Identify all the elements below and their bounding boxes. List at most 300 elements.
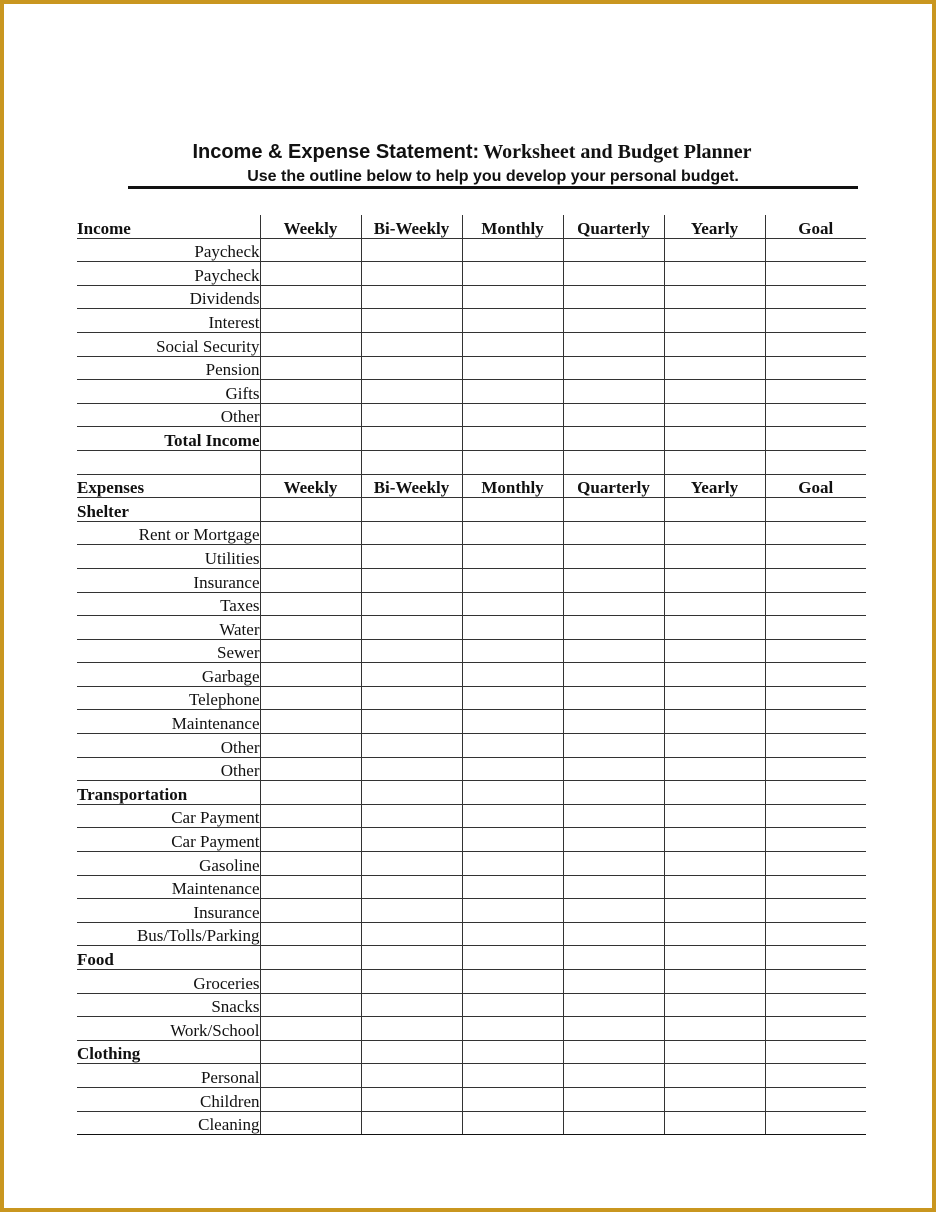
amount-cell[interactable] [260, 875, 361, 899]
amount-cell[interactable] [664, 922, 765, 946]
title-part-1: Income & Expense Statement: [192, 141, 480, 163]
amount-cell[interactable] [664, 1017, 765, 1041]
amount-cell[interactable] [563, 1040, 664, 1064]
table-row [77, 828, 866, 852]
amount-cell[interactable] [765, 285, 866, 309]
table-row [77, 875, 866, 899]
amount-cell[interactable] [563, 899, 664, 923]
column-header: Monthly [462, 474, 563, 498]
amount-cell[interactable] [664, 757, 765, 781]
amount-cell[interactable] [462, 1040, 563, 1064]
amount-cell[interactable] [361, 993, 462, 1017]
amount-cell[interactable] [664, 427, 765, 451]
amount-cell[interactable] [462, 852, 563, 876]
line-item-label: Snacks [77, 993, 260, 1017]
amount-cell[interactable] [361, 970, 462, 994]
amount-cell[interactable] [462, 781, 563, 805]
amount-cell[interactable] [765, 922, 866, 946]
amount-cell[interactable] [462, 922, 563, 946]
amount-cell[interactable] [361, 427, 462, 451]
blank-label [77, 450, 260, 474]
amount-cell[interactable] [361, 498, 462, 522]
amount-cell[interactable] [664, 238, 765, 262]
table-row [77, 686, 866, 710]
amount-cell[interactable] [260, 970, 361, 994]
column-header: Monthly [462, 215, 563, 238]
amount-cell[interactable] [462, 970, 563, 994]
amount-cell[interactable] [765, 427, 866, 451]
amount-cell[interactable] [563, 616, 664, 640]
amount-cell[interactable] [765, 545, 866, 569]
amount-cell[interactable] [260, 616, 361, 640]
amount-cell[interactable] [563, 639, 664, 663]
amount-cell[interactable] [462, 663, 563, 687]
amount-cell[interactable] [563, 545, 664, 569]
amount-cell[interactable] [563, 427, 664, 451]
amount-cell[interactable] [765, 521, 866, 545]
amount-cell[interactable] [361, 710, 462, 734]
amount-cell[interactable] [462, 899, 563, 923]
amount-cell[interactable] [462, 356, 563, 380]
amount-cell[interactable] [664, 380, 765, 404]
amount-cell[interactable] [664, 710, 765, 734]
amount-cell[interactable] [462, 757, 563, 781]
line-item-label: Other [77, 757, 260, 781]
amount-cell[interactable] [462, 1087, 563, 1111]
amount-cell[interactable] [361, 686, 462, 710]
amount-cell[interactable] [260, 380, 361, 404]
amount-cell[interactable] [765, 757, 866, 781]
amount-cell[interactable] [361, 568, 462, 592]
amount-cell[interactable] [260, 238, 361, 262]
amount-cell[interactable] [765, 686, 866, 710]
amount-cell[interactable] [260, 521, 361, 545]
amount-cell[interactable] [260, 734, 361, 758]
amount-cell[interactable] [260, 899, 361, 923]
table-row [77, 568, 866, 592]
amount-cell[interactable] [563, 757, 664, 781]
line-item-label: Maintenance [77, 875, 260, 899]
amount-cell[interactable] [563, 710, 664, 734]
amount-cell[interactable] [563, 332, 664, 356]
table-row [77, 356, 866, 380]
table-row [77, 1064, 866, 1088]
amount-cell[interactable] [260, 262, 361, 286]
amount-cell[interactable] [664, 403, 765, 427]
amount-cell[interactable] [664, 781, 765, 805]
amount-cell[interactable] [765, 450, 866, 474]
amount-cell[interactable] [563, 804, 664, 828]
amount-cell[interactable] [664, 663, 765, 687]
amount-cell[interactable] [260, 427, 361, 451]
amount-cell[interactable] [361, 922, 462, 946]
line-item-label: Sewer [77, 639, 260, 663]
amount-cell[interactable] [664, 332, 765, 356]
amount-cell[interactable] [462, 639, 563, 663]
amount-cell[interactable] [664, 639, 765, 663]
amount-cell[interactable] [260, 568, 361, 592]
table-row [77, 946, 866, 970]
amount-cell[interactable] [563, 450, 664, 474]
amount-cell[interactable] [664, 1111, 765, 1135]
table-row [77, 403, 866, 427]
amount-cell[interactable] [563, 922, 664, 946]
amount-cell[interactable] [765, 804, 866, 828]
amount-cell[interactable] [765, 828, 866, 852]
amount-cell[interactable] [462, 238, 563, 262]
table-row [77, 734, 866, 758]
amount-cell[interactable] [765, 380, 866, 404]
table-row [77, 450, 866, 474]
amount-cell[interactable] [664, 616, 765, 640]
amount-cell[interactable] [260, 781, 361, 805]
amount-cell[interactable] [361, 309, 462, 333]
amount-cell[interactable] [361, 804, 462, 828]
amount-cell[interactable] [563, 568, 664, 592]
line-item-label: Groceries [77, 970, 260, 994]
amount-cell[interactable] [260, 356, 361, 380]
table-row [77, 474, 866, 498]
amount-cell[interactable] [462, 545, 563, 569]
amount-cell[interactable] [361, 1087, 462, 1111]
amount-cell[interactable] [563, 592, 664, 616]
amount-cell[interactable] [563, 356, 664, 380]
amount-cell[interactable] [563, 521, 664, 545]
amount-cell[interactable] [260, 1040, 361, 1064]
amount-cell[interactable] [361, 545, 462, 569]
amount-cell[interactable] [260, 403, 361, 427]
amount-cell[interactable] [765, 1040, 866, 1064]
amount-cell[interactable] [563, 309, 664, 333]
amount-cell[interactable] [765, 1111, 866, 1135]
amount-cell[interactable] [664, 899, 765, 923]
column-header: Weekly [260, 215, 361, 238]
amount-cell[interactable] [462, 498, 563, 522]
amount-cell[interactable] [361, 852, 462, 876]
amount-cell[interactable] [563, 1064, 664, 1088]
amount-cell[interactable] [563, 828, 664, 852]
amount-cell[interactable] [361, 1111, 462, 1135]
amount-cell[interactable] [462, 1064, 563, 1088]
amount-cell[interactable] [462, 568, 563, 592]
amount-cell[interactable] [361, 332, 462, 356]
column-header: Goal [765, 474, 866, 498]
table-row [77, 498, 866, 522]
table-row [77, 757, 866, 781]
amount-cell[interactable] [664, 568, 765, 592]
amount-cell[interactable] [361, 828, 462, 852]
amount-cell[interactable] [664, 498, 765, 522]
amount-cell[interactable] [260, 545, 361, 569]
amount-cell[interactable] [664, 309, 765, 333]
amount-cell[interactable] [765, 403, 866, 427]
amount-cell[interactable] [462, 686, 563, 710]
table-row [77, 1111, 866, 1135]
amount-cell[interactable] [765, 710, 866, 734]
line-item-label: Utilities [77, 545, 260, 569]
amount-cell[interactable] [462, 734, 563, 758]
amount-cell[interactable] [765, 946, 866, 970]
amount-cell[interactable] [563, 993, 664, 1017]
amount-cell[interactable] [260, 804, 361, 828]
amount-cell[interactable] [462, 403, 563, 427]
table-row [77, 262, 866, 286]
amount-cell[interactable] [361, 899, 462, 923]
amount-cell[interactable] [664, 804, 765, 828]
amount-cell[interactable] [260, 852, 361, 876]
amount-cell[interactable] [361, 592, 462, 616]
table-row [77, 1040, 866, 1064]
line-item-label: Pension [77, 356, 260, 380]
amount-cell[interactable] [260, 1087, 361, 1111]
amount-cell[interactable] [462, 427, 563, 451]
amount-cell[interactable] [361, 946, 462, 970]
amount-cell[interactable] [563, 403, 664, 427]
amount-cell[interactable] [260, 922, 361, 946]
line-item-label: Telephone [77, 686, 260, 710]
amount-cell[interactable] [664, 285, 765, 309]
amount-cell[interactable] [462, 521, 563, 545]
amount-cell[interactable] [361, 734, 462, 758]
line-item-label: Dividends [77, 285, 260, 309]
amount-cell[interactable] [462, 616, 563, 640]
amount-cell[interactable] [462, 285, 563, 309]
amount-cell[interactable] [361, 403, 462, 427]
line-item-label: Cleaning [77, 1111, 260, 1135]
amount-cell[interactable] [462, 993, 563, 1017]
amount-cell[interactable] [765, 1017, 866, 1041]
line-item-label: Water [77, 616, 260, 640]
table-row [77, 1087, 866, 1111]
amount-cell[interactable] [462, 309, 563, 333]
title-part-2: Worksheet and Budget Planner [483, 141, 752, 163]
line-item-label: Children [77, 1087, 260, 1111]
table-row [77, 309, 866, 333]
total-label: Total Income [77, 427, 260, 451]
amount-cell[interactable] [462, 592, 563, 616]
amount-cell[interactable] [765, 852, 866, 876]
amount-cell[interactable] [361, 781, 462, 805]
amount-cell[interactable] [260, 828, 361, 852]
line-item-label: Other [77, 734, 260, 758]
amount-cell[interactable] [260, 285, 361, 309]
amount-cell[interactable] [260, 1064, 361, 1088]
table-row [77, 521, 866, 545]
amount-cell[interactable] [765, 875, 866, 899]
section-heading: Income [77, 215, 260, 238]
amount-cell[interactable] [361, 285, 462, 309]
amount-cell[interactable] [664, 356, 765, 380]
table-row [77, 804, 866, 828]
amount-cell[interactable] [462, 710, 563, 734]
amount-cell[interactable] [361, 380, 462, 404]
amount-cell[interactable] [664, 1087, 765, 1111]
amount-cell[interactable] [462, 828, 563, 852]
amount-cell[interactable] [765, 616, 866, 640]
amount-cell[interactable] [664, 875, 765, 899]
amount-cell[interactable] [260, 946, 361, 970]
line-item-label: Other [77, 403, 260, 427]
amount-cell[interactable] [462, 946, 563, 970]
table-row [77, 639, 866, 663]
table-row [77, 238, 866, 262]
amount-cell[interactable] [563, 875, 664, 899]
line-item-label: Bus/Tolls/Parking [77, 922, 260, 946]
line-item-label: Gasoline [77, 852, 260, 876]
amount-cell[interactable] [361, 450, 462, 474]
table-row [77, 1017, 866, 1041]
amount-cell[interactable] [765, 332, 866, 356]
amount-cell[interactable] [260, 1017, 361, 1041]
amount-cell[interactable] [361, 663, 462, 687]
amount-cell[interactable] [765, 970, 866, 994]
category-heading: Transportation [77, 781, 260, 805]
amount-cell[interactable] [563, 262, 664, 286]
amount-cell[interactable] [462, 450, 563, 474]
table-row [77, 663, 866, 687]
amount-cell[interactable] [260, 993, 361, 1017]
table-row [77, 545, 866, 569]
amount-cell[interactable] [563, 498, 664, 522]
table-row [77, 781, 866, 805]
amount-cell[interactable] [361, 521, 462, 545]
column-header: Weekly [260, 474, 361, 498]
amount-cell[interactable] [462, 332, 563, 356]
table-row [77, 899, 866, 923]
amount-cell[interactable] [361, 757, 462, 781]
amount-cell[interactable] [664, 852, 765, 876]
amount-cell[interactable] [361, 639, 462, 663]
line-item-label: Car Payment [77, 804, 260, 828]
amount-cell[interactable] [361, 616, 462, 640]
amount-cell[interactable] [361, 1017, 462, 1041]
amount-cell[interactable] [563, 1087, 664, 1111]
amount-cell[interactable] [563, 238, 664, 262]
table-row [77, 710, 866, 734]
amount-cell[interactable] [664, 545, 765, 569]
category-heading: Shelter [77, 498, 260, 522]
amount-cell[interactable] [664, 1064, 765, 1088]
amount-cell[interactable] [260, 710, 361, 734]
amount-cell[interactable] [664, 521, 765, 545]
category-heading: Clothing [77, 1040, 260, 1064]
amount-cell[interactable] [765, 309, 866, 333]
amount-cell[interactable] [765, 781, 866, 805]
amount-cell[interactable] [765, 568, 866, 592]
amount-cell[interactable] [664, 450, 765, 474]
table-row [77, 592, 866, 616]
amount-cell[interactable] [260, 309, 361, 333]
amount-cell[interactable] [664, 592, 765, 616]
amount-cell[interactable] [765, 993, 866, 1017]
amount-cell[interactable] [765, 663, 866, 687]
amount-cell[interactable] [765, 356, 866, 380]
amount-cell[interactable] [765, 498, 866, 522]
amount-cell[interactable] [563, 852, 664, 876]
amount-cell[interactable] [260, 450, 361, 474]
amount-cell[interactable] [361, 875, 462, 899]
amount-cell[interactable] [563, 380, 664, 404]
amount-cell[interactable] [361, 262, 462, 286]
amount-cell[interactable] [462, 380, 563, 404]
amount-cell[interactable] [260, 663, 361, 687]
table-row [77, 922, 866, 946]
amount-cell[interactable] [563, 663, 664, 687]
amount-cell[interactable] [765, 238, 866, 262]
amount-cell[interactable] [664, 734, 765, 758]
amount-cell[interactable] [765, 899, 866, 923]
column-header: Goal [765, 215, 866, 238]
table-row [77, 427, 866, 451]
column-header: Bi-Weekly [361, 215, 462, 238]
amount-cell[interactable] [462, 1017, 563, 1041]
line-item-label: Paycheck [77, 262, 260, 286]
amount-cell[interactable] [462, 804, 563, 828]
amount-cell[interactable] [664, 262, 765, 286]
amount-cell[interactable] [462, 1111, 563, 1135]
line-item-label: Maintenance [77, 710, 260, 734]
amount-cell[interactable] [260, 332, 361, 356]
amount-cell[interactable] [563, 1111, 664, 1135]
amount-cell[interactable] [765, 1087, 866, 1111]
amount-cell[interactable] [563, 1017, 664, 1041]
amount-cell[interactable] [260, 686, 361, 710]
amount-cell[interactable] [563, 285, 664, 309]
amount-cell[interactable] [260, 1111, 361, 1135]
amount-cell[interactable] [361, 238, 462, 262]
table-row [77, 285, 866, 309]
amount-cell[interactable] [765, 1064, 866, 1088]
amount-cell[interactable] [563, 686, 664, 710]
line-item-label: Taxes [77, 592, 260, 616]
amount-cell[interactable] [664, 1040, 765, 1064]
table-row [77, 993, 866, 1017]
amount-cell[interactable] [260, 498, 361, 522]
table-row [77, 970, 866, 994]
line-item-label: Garbage [77, 663, 260, 687]
amount-cell[interactable] [563, 734, 664, 758]
amount-cell[interactable] [260, 639, 361, 663]
amount-cell[interactable] [462, 875, 563, 899]
column-header: Yearly [664, 215, 765, 238]
page-title [4, 141, 936, 164]
amount-cell[interactable] [664, 993, 765, 1017]
amount-cell[interactable] [462, 262, 563, 286]
line-item-label: Gifts [77, 380, 260, 404]
amount-cell[interactable] [765, 639, 866, 663]
table-row [77, 215, 866, 238]
column-header: Quarterly [563, 215, 664, 238]
amount-cell[interactable] [563, 946, 664, 970]
amount-cell[interactable] [664, 828, 765, 852]
amount-cell[interactable] [664, 686, 765, 710]
amount-cell[interactable] [563, 781, 664, 805]
amount-cell[interactable] [765, 262, 866, 286]
amount-cell[interactable] [664, 970, 765, 994]
column-header: Quarterly [563, 474, 664, 498]
amount-cell[interactable] [260, 592, 361, 616]
amount-cell[interactable] [664, 946, 765, 970]
line-item-label: Paycheck [77, 238, 260, 262]
amount-cell[interactable] [765, 592, 866, 616]
amount-cell[interactable] [260, 757, 361, 781]
amount-cell[interactable] [361, 1064, 462, 1088]
line-item-label: Car Payment [77, 828, 260, 852]
amount-cell[interactable] [563, 970, 664, 994]
amount-cell[interactable] [361, 356, 462, 380]
amount-cell[interactable] [765, 734, 866, 758]
amount-cell[interactable] [361, 1040, 462, 1064]
